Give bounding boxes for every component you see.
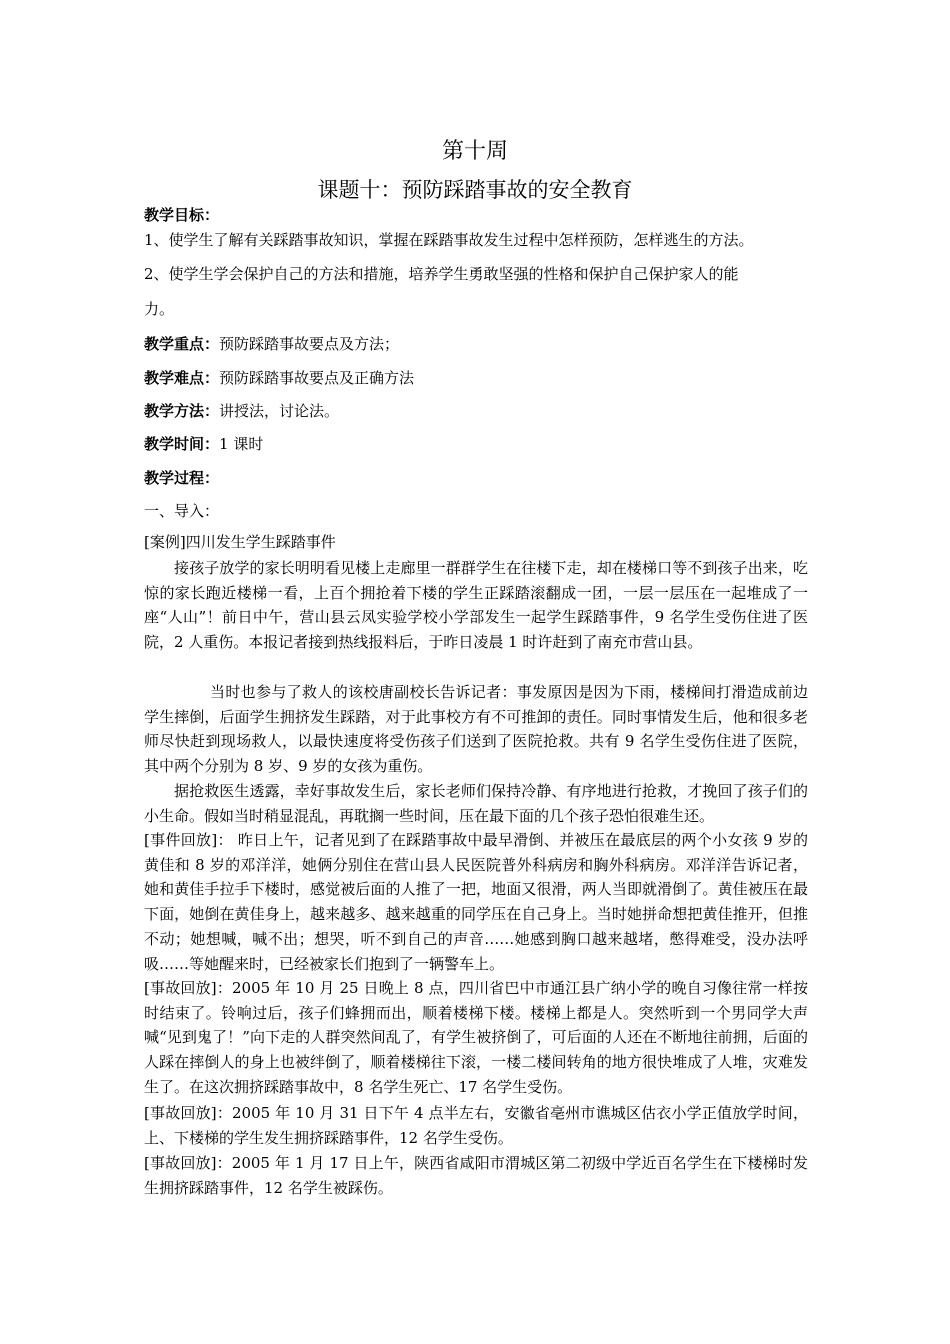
method-row [144, 400, 814, 421]
case-paragraph-3: 据抢救医生透露，幸好事故发生后，家长老师们保持冷静、有序地进行抢救，才挽回了孩子们的小生命。假如当时稍显混乱，再耽搁一些时间，压在最下面的几个孩子恐怕很难生还。 [144, 782, 808, 825]
case-paragraph-2: 当时也参与了救人的该校唐副校长告诉记者：事发原因是因为下雨，楼梯间打滑造成前边学生摔倒，后面学生拥挤发生踩踏，对于此事校方有不可推卸的责任。同时事情发生后，他和很多老师尽快赶到现场救人，以最快速度将受伤孩子们送到了医院抢救。共有 9 名学生受伤住进了医院，其中两个分别为 8 岁、9 岁的女孩为重伤。 [144, 683, 808, 776]
goal-item-1: 1、使学生了解有关踩踏事故知识，掌握在踩踏事故发生过程中怎样预防，怎样逃生的方法。 [144, 231, 754, 249]
difficulty-value: 预防踩踏事故要点及正确方法 [219, 369, 415, 387]
case-title: [案例]四川发生学生踩踏事件 [144, 533, 336, 551]
goal-item-2: 2、使学生学会保护自己的方法和措施，培养学生勇敢坚强的性格和保护自己保护家人的能 [144, 265, 739, 283]
difficulty-row [144, 367, 814, 388]
accident-replay-1: [事故回放]：2005 年 10 月 25 日晚上 8 点，四川省巴中市通江县广纳小学的晚自习像往常一样按时结束了。铃响过后，孩子们蜂拥而出，顺着楼梯下楼。楼梯上都是人。突然听到一个男同学大声喊“见到鬼了！”向下走的人群突然间乱了，有学生被挤倒了，可后面的人还在不断地往前拥，后面的人踩在摔倒人的身上也被绊倒了，顺着楼梯往下滚，一楼二楼间转角的地方很快堆成了人堆，灾难发生了。在这次拥挤踩踏事故中，8 名学生死亡、17 名学生受伤。 [144, 979, 808, 1096]
method-label: 教学方法： [144, 402, 220, 420]
process-label: 教学过程： [144, 469, 220, 487]
key-point-label: 教学重点： [144, 335, 220, 353]
intro-heading: 一、导入： [144, 502, 220, 520]
key-point-row [144, 333, 814, 354]
difficulty-label: 教学难点： [144, 369, 220, 387]
case-paragraph-1: 接孩子放学的家长明明看见楼上走廊里一群群学生在往楼下走，却在楼梯口等不到孩子出来，吃惊的家长跑近楼梯一看，上百个拥抢着下楼的学生正踩踏滚翻成一团，一层一层压在一起堆成了一座“人山”！前日中午，营山县云凤实验学校小学部发生一起学生踩踏事件，9 名学生受伤住进了医院，2 人重伤。本报记者接到热线报料后，于昨日凌晨 1 时许赶到了南充市营山县。 [144, 559, 808, 652]
time-row [144, 433, 814, 454]
time-value: 1 课时 [219, 435, 264, 453]
goals-label: 教学目标： [144, 206, 220, 224]
accident-replay-3: [事故回放]：2005 年 1 月 17 日上午，陕西省咸阳市渭城区第二初级中学近百名学生在下楼梯时发生拥挤踩踏事件，12 名学生被踩伤。 [144, 1154, 808, 1197]
lesson-topic-title: 课题十：预防踩踏事故的安全教育 [317, 178, 633, 202]
key-point-value: 预防踩踏事故要点及方法； [219, 335, 400, 353]
method-value: 讲授法，讨论法。 [219, 402, 340, 420]
week-title: 第十周 [441, 139, 508, 164]
event-replay-paragraph: [事件回放]： 昨日上午，记者见到了在踩踏事故中最早滑倒、并被压在最底层的两个小女孩 9 岁的黄佳和 8 岁的邓洋洋，她俩分别住在营山县人民医院普外科病房和胸外科病房。邓洋洋告诉记者，她和黄佳手拉手下楼时，感觉被后面的人推了一把，地面又很滑，两人当即就滑倒了。黄佳被压在最下面，她倒在黄佳身上，越来越多、越来越重的同学压在自己身上。当时她拼命想把黄佳推开，但推不动；她想喊，喊不出；想哭，听不到自己的声音……她感到胸口越来越堵，憋得难受，没办法呼吸……等她醒来时，已经被家长们抱到了一辆警车上。 [144, 831, 808, 973]
accident-replay-2: [事故回放]：2005 年 10 月 31 日下午 4 点半左右，安徽省亳州市谯城区估衣小学正值放学时间，上、下楼梯的学生发生拥挤踩踏事件，12 名学生受伤。 [144, 1104, 808, 1147]
goal-item-2-continued: 力。 [144, 300, 175, 318]
time-label: 教学时间： [144, 435, 220, 453]
